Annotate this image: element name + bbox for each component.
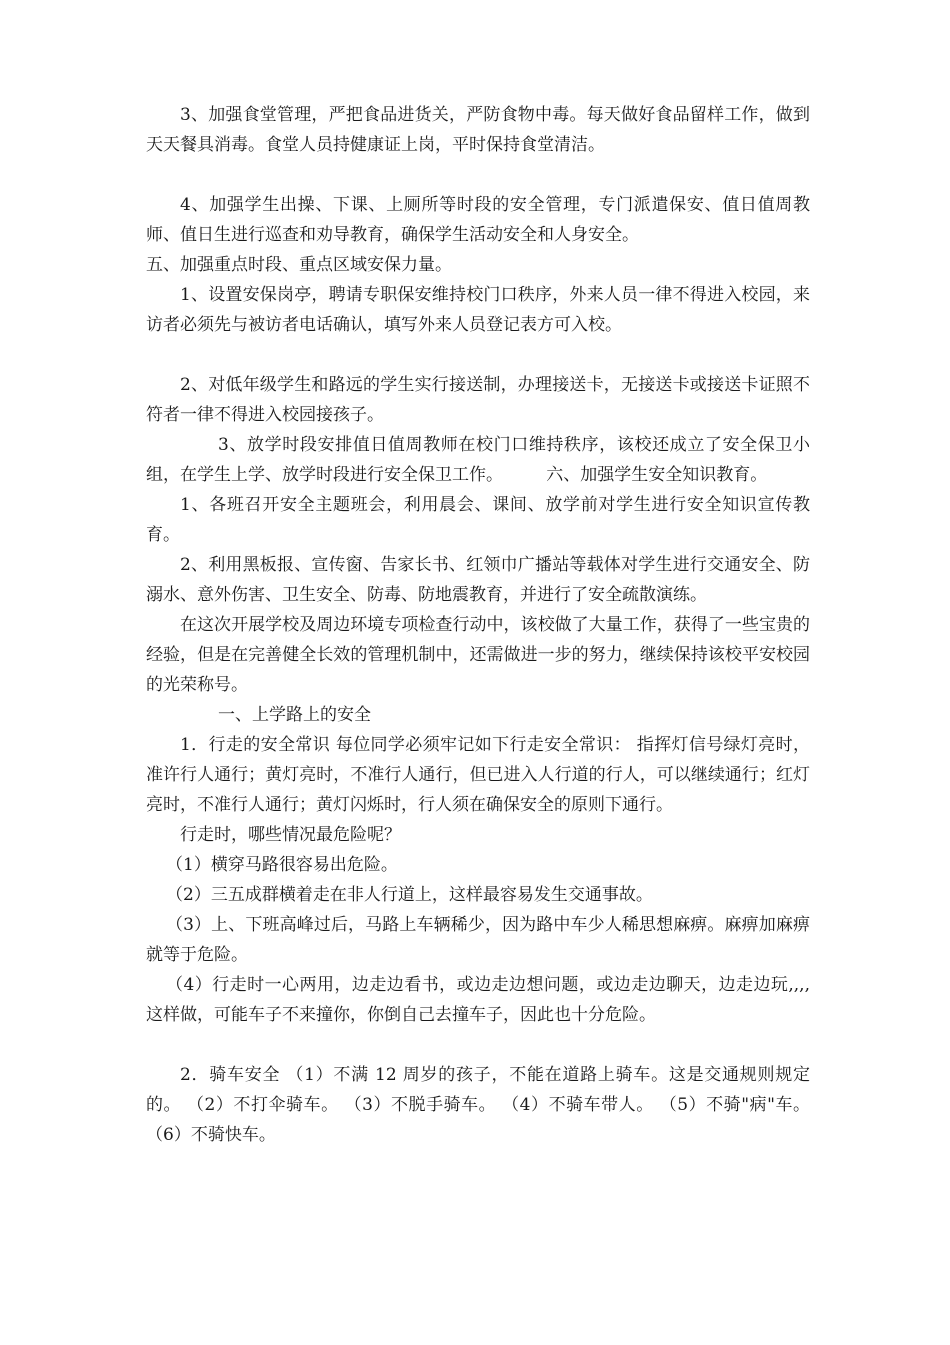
paragraph-class-meeting: 1、各班召开安全主题班会，利用晨会、课间、放学前对学生进行安全知识宣传教育。	[146, 495, 810, 545]
section-heading-commute: 一、上学路上的安全	[218, 705, 371, 725]
list-item-crossing: （1）横穿马路很容易出危险。	[166, 855, 398, 875]
paragraph-canteen: 3、加强食堂管理，严把食品进货关，严防食物中毒。每天做好食品留样工作，做到天天餐具消毒。食堂人员持健康证上岗，平时保持食堂清洁。	[146, 105, 810, 155]
paragraph-publicity: 2、利用黑板报、宣传窗、告家长书、红领巾广播站等载体对学生进行交通安全、防溺水、意外伤害、卫生安全、防毒、防地震教育，并进行了安全疏散演练。	[146, 555, 810, 605]
list-item-distraction: （4）行走时一心两用，边走边看书，或边走边想问题，或边走边聊天，边走边玩,,,,这样做，可能车子不来撞你，你倒自己去撞车子，因此也十分危险。	[146, 975, 810, 1025]
document-page	[146, 100, 816, 1150]
section-heading-five: 五、加强重点时段、重点区域安保力量。	[146, 255, 452, 275]
paragraph-walking-rules: 1．行走的安全常识 每位同学必须牢记如下行走安全常识： 指挥灯信号绿灯亮时，准许行人通行；黄灯亮时，不准行人通行，但已进入人行道的行人，可以继续通行；红灯亮时，不准行人通行；黄灯闪烁时，行人须在确保安全的原则下通行。	[146, 735, 810, 815]
list-item-off-peak: （3）上、下班高峰过后，马路上车辆稀少，因为路中车少人稀思想麻痹。麻痹加麻痹就等于危险。	[146, 915, 810, 965]
paragraph-pickup-card: 2、对低年级学生和路远的学生实行接送制，办理接送卡，无接送卡或接送卡证照不符者一律不得进入校园接孩子。	[146, 375, 810, 425]
list-item-groups: （2）三五成群横着走在非人行道上，这样最容易发生交通事故。	[166, 885, 653, 905]
paragraph-conclusion: 在这次开展学校及周边环境专项检查行动中，该校做了大量工作，获得了一些宝贵的经验，但是在完善健全长效的管理机制中，还需做进一步的努力，继续保持该校平安校园的光荣称号。	[146, 615, 810, 695]
paragraph-dismissal-duty: 3、放学时段安排值日值周教师在校门口维持秩序，该校还成立了安全保卫小组，在学生上学、放学时段进行安全保卫工作。 六、加强学生安全知识教育。	[146, 435, 810, 485]
paragraph-activity-safety: 4、加强学生出操、下课、上厕所等时段的安全管理，专门派遣保安、值日值周教师、值日生进行巡查和劝导教育，确保学生活动安全和人身安全。	[146, 195, 810, 245]
paragraph-cycling-safety: 2．骑车安全 （1）不满 12 周岁的孩子，不能在道路上骑车。这是交通规则规定的。 （2）不打伞骑车。 （3）不脱手骑车。 （4）不骑车带人。 （5）不骑"病"车。 （6）不骑快车。	[146, 1065, 816, 1145]
paragraph-danger-question: 行走时，哪些情况最危险呢？	[180, 825, 401, 845]
paragraph-security-booth: 1、设置安保岗亭，聘请专职保安维持校门口秩序，外来人员一律不得进入校园，来访者必须先与被访者电话确认，填写外来人员登记表方可入校。	[146, 285, 810, 335]
